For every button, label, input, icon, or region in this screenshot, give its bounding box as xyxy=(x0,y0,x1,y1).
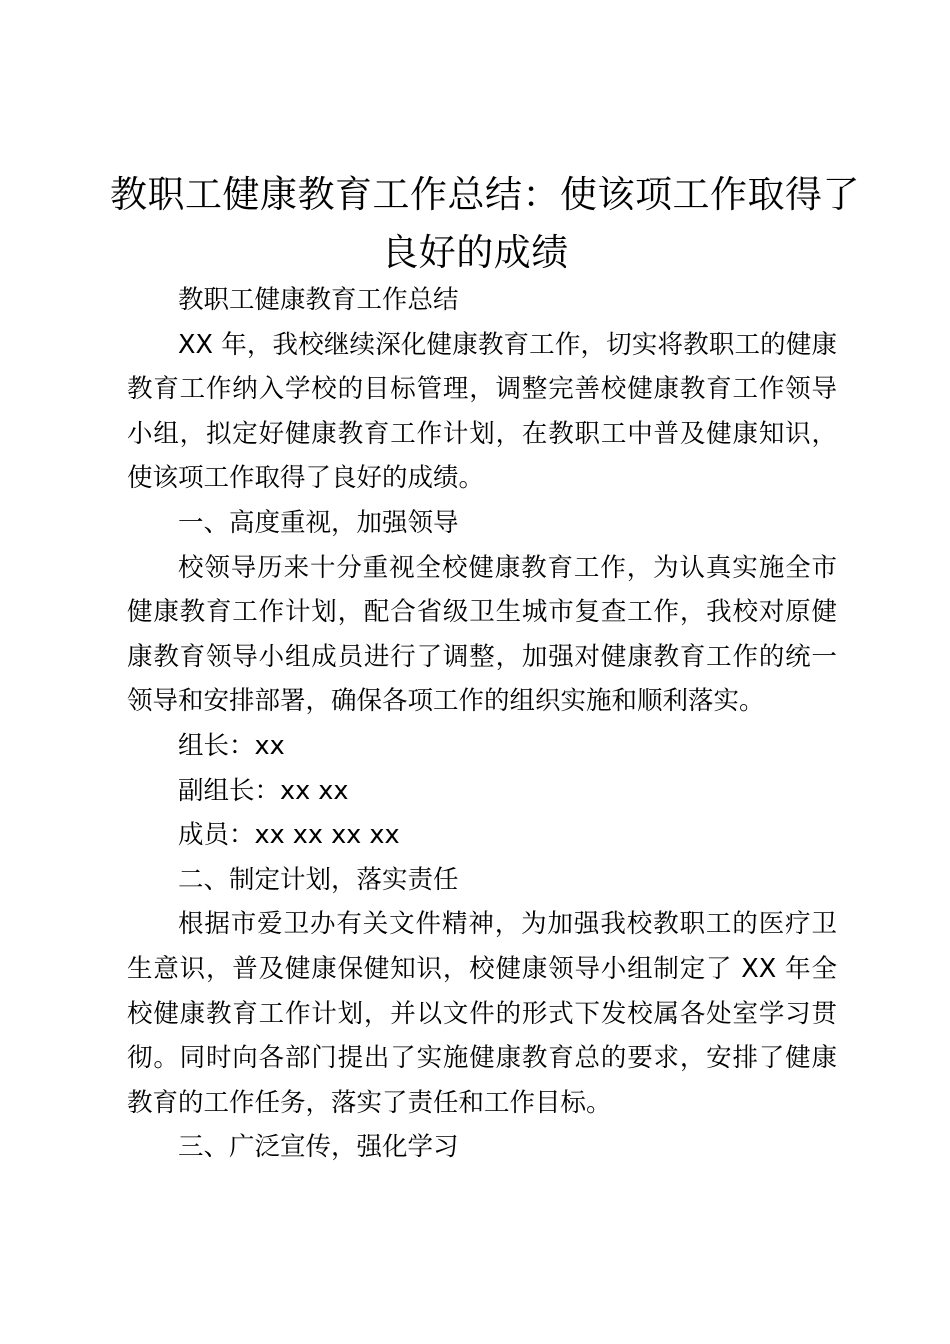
section-2-heading: 二、制定计划，落实责任 xyxy=(178,864,459,895)
title-line-2: 良好的成绩 xyxy=(381,231,569,274)
section-2-line-5: 教育的工作任务，落实了责任和工作目标。 xyxy=(127,1087,612,1118)
section-1-line-4: 领导和安排部署，确保各项工作的组织实施和顺利落实。 xyxy=(127,686,765,717)
intro-line-3: 小组，拟定好健康教育工作计划，在教职工中普及健康知识， xyxy=(127,418,837,449)
section-1-line-3: 康教育领导小组成员进行了调整，加强对健康教育工作的统一 xyxy=(127,641,837,672)
document-body xyxy=(127,278,837,1170)
section-1-heading: 一、高度重视，加强领导 xyxy=(178,507,459,538)
deputy-leader-line: 副组长：xx xx xyxy=(178,775,349,806)
intro-line-2: 教育工作纳入学校的目标管理，调整完善校健康教育工作领导 xyxy=(127,374,837,405)
section-1-line-1: 校领导历来十分重视全校健康教育工作，为认真实施全市 xyxy=(178,552,837,583)
section-2-line-2: 生意识，普及健康保健知识，校健康领导小组制定了 XX 年全 xyxy=(127,953,837,984)
section-1-paragraph xyxy=(127,546,837,724)
subtitle: 教职工健康教育工作总结 xyxy=(178,285,459,315)
section-1-line-2: 健康教育工作计划，配合省级卫生城市复查工作，我校对原健 xyxy=(127,597,837,628)
section-2-paragraph xyxy=(127,902,837,1125)
intro-line-1: XX 年，我校继续深化健康教育工作，切实将教职工的健康 xyxy=(178,329,837,360)
members-line: 成员：xx xx xx xx xyxy=(178,820,400,851)
leader-line: 组长：xx xyxy=(178,730,285,761)
section-3-heading: 三、广泛宣传，强化学习 xyxy=(178,1132,459,1163)
section-2-line-1: 根据市爱卫办有关文件精神，为加强我校教职工的医疗卫 xyxy=(178,909,837,940)
section-2-line-3: 校健康教育工作计划，并以文件的形式下发校属各处室学习贯 xyxy=(127,998,837,1029)
document-title xyxy=(110,166,860,282)
section-2-line-4: 彻。同时向各部门提出了实施健康教育总的要求，安排了健康 xyxy=(127,1043,837,1074)
intro-paragraph xyxy=(127,323,837,501)
title-line-1: 教职工健康教育工作总结：使该项工作取得了 xyxy=(110,173,860,216)
intro-line-4: 使该项工作取得了良好的成绩。 xyxy=(127,463,485,494)
